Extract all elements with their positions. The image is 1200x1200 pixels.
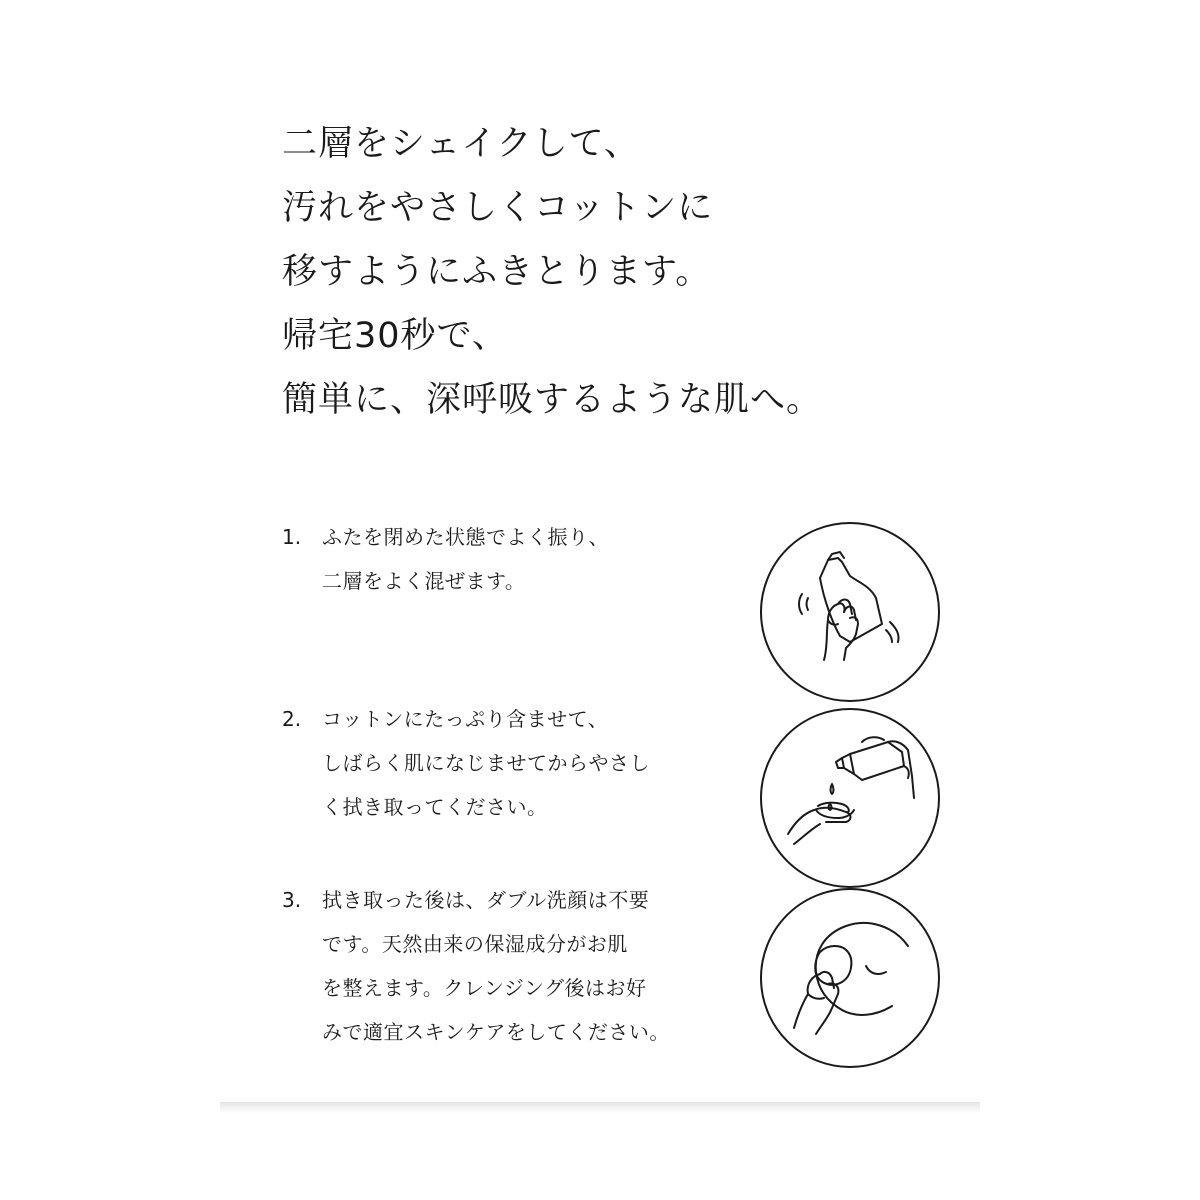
step-line: しばらく肌になじませてからやさし bbox=[322, 751, 650, 775]
intro-line: 移すようにふきとります。 bbox=[282, 252, 712, 292]
step-line: コットンにたっぷり含ませて、 bbox=[322, 707, 609, 731]
step-line: 拭き取った後は、ダブル洗顔は不要 bbox=[322, 888, 650, 912]
step-text bbox=[322, 697, 722, 829]
step-number: 1. bbox=[282, 525, 302, 549]
step-line: を整えます。クレンジング後はお好 bbox=[322, 976, 647, 1000]
intro-line: 簡単に、深呼吸するような肌へ。 bbox=[282, 380, 823, 420]
step-line: く拭き取ってください。 bbox=[322, 795, 548, 819]
step-line: 二層をよく混ぜます。 bbox=[322, 569, 526, 593]
step-line: みで適宜スキンケアをしてください。 bbox=[322, 1020, 670, 1044]
step-text bbox=[322, 515, 722, 603]
intro-line: 二層をシェイクして、 bbox=[282, 124, 640, 164]
shake-bottle-icon bbox=[758, 520, 942, 704]
intro-text bbox=[282, 112, 982, 432]
intro-line: 帰宅30秒で、 bbox=[282, 316, 508, 356]
step-text bbox=[322, 878, 722, 1054]
pour-on-cotton-icon bbox=[758, 706, 942, 890]
wipe-face-icon bbox=[758, 886, 942, 1070]
step-number: 2. bbox=[282, 707, 302, 731]
intro-line: 汚れをやさしくコットンに bbox=[282, 188, 714, 228]
step-number: 3. bbox=[282, 888, 302, 912]
step-line: です。天然由来の保湿成分がお肌 bbox=[322, 932, 628, 956]
bottom-divider bbox=[220, 1102, 980, 1114]
step-line: ふたを閉めた状態でよく振り、 bbox=[322, 525, 609, 549]
